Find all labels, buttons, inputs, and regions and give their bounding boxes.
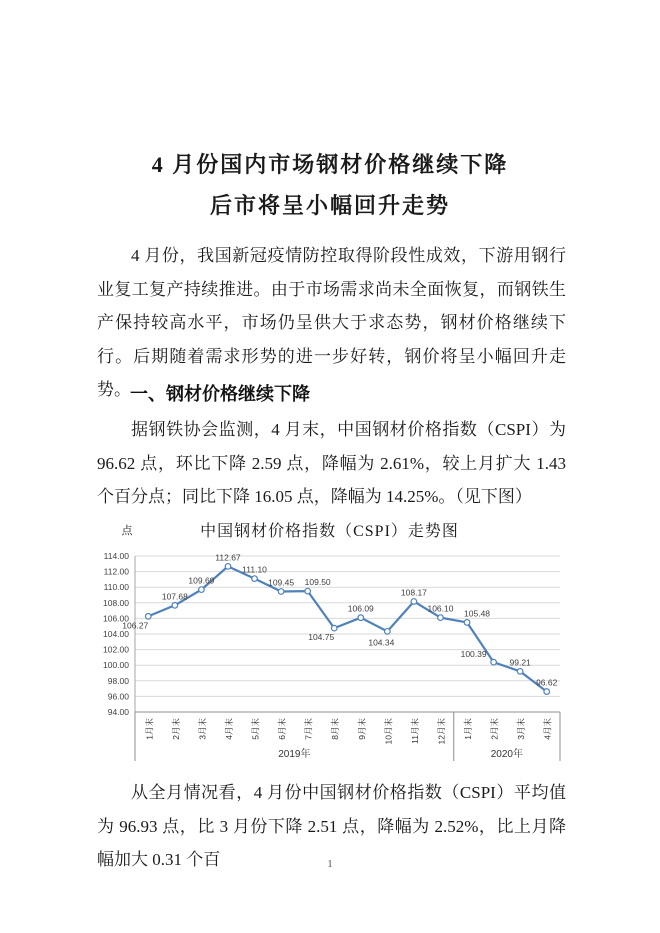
data-point-marker — [172, 602, 178, 608]
data-point-label: 96.62 — [536, 677, 558, 688]
x-month-label: 9月末 — [356, 718, 367, 740]
y-tick-label: 96.00 — [107, 691, 129, 702]
cspi-trend-chart-canvas — [95, 506, 567, 772]
y-tick-label: 104.00 — [103, 629, 129, 639]
data-point-label: 111.10 — [242, 564, 267, 575]
data-point-label: 100.39 — [460, 649, 487, 660]
y-tick-label: 110.00 — [103, 582, 129, 593]
y-tick-label: 106.00 — [103, 613, 129, 624]
paragraph-intro: 4 月份，我国新冠疫情防控取得阶段性成效，下游用钢行业复工复产持续推进。由于市场需求尚未全面恢复，而钢铁生产保持较高水平，市场仍呈供大于求态势，钢材价格继续下行。后期随着需求形势的进一步好转，钢价将呈小幅回升走势。 — [97, 246, 566, 400]
data-point-label: 106.27 — [122, 620, 149, 631]
data-point-marker — [305, 588, 311, 594]
data-point-marker — [411, 599, 417, 605]
x-month-label: 12月末 — [436, 718, 447, 745]
x-month-label: 4月末 — [223, 718, 234, 740]
cspi-trend-chart — [95, 506, 567, 772]
year-group-label: 2019年 — [278, 749, 311, 760]
x-month-label: 10月末 — [383, 718, 394, 745]
y-axis-unit-label: 点 — [121, 525, 133, 537]
data-point-marker — [145, 613, 151, 619]
x-month-label: 2月末 — [489, 718, 500, 740]
data-point-label: 106.10 — [427, 603, 454, 614]
section-heading: 一、钢材价格继续下降 — [130, 384, 310, 404]
data-point-marker — [331, 625, 337, 631]
paragraph-cspi-month-end: 据钢铁协会监测，4 月末，中国钢材价格指数（CSPI）为 96.62 点，环比下降 2.59 点，降幅为 2.61%，较上月扩大 1.43 个百分点；同比下降 16.05 点，降幅为 14.25%。（见下图） — [97, 420, 566, 507]
data-point-marker — [517, 669, 523, 675]
data-point-label: 105.48 — [464, 608, 491, 619]
data-point-marker — [358, 615, 364, 621]
page-number: 1 — [327, 858, 333, 870]
data-point-label: 109.50 — [304, 577, 331, 588]
y-tick-label: 114.00 — [103, 551, 129, 561]
x-month-label: 3月末 — [197, 718, 208, 740]
data-point-marker — [385, 629, 391, 635]
data-point-label: 104.75 — [308, 632, 335, 643]
data-point-label: 109.45 — [268, 577, 295, 588]
x-month-label: 4月末 — [542, 718, 553, 740]
data-point-marker — [199, 587, 205, 593]
data-point-label: 106.09 — [347, 603, 374, 614]
x-month-label: 8月末 — [330, 718, 341, 740]
x-month-label: 2月末 — [170, 718, 181, 740]
paragraph-monthly-average: 从全月情况看，4 月份中国钢材价格指数（CSPI）平均值为 96.93 点，比 3 月份下降 2.51 点，降幅为 2.52%，比上月降幅加大 0.31 个百 — [97, 783, 566, 870]
y-tick-label: 98.00 — [107, 675, 129, 686]
x-month-label: 5月末 — [250, 718, 261, 740]
data-point-label: 109.69 — [188, 575, 215, 586]
data-point-label: 108.17 — [400, 587, 427, 598]
y-tick-label: 100.00 — [103, 660, 129, 671]
x-month-label: 3月末 — [516, 718, 527, 740]
y-tick-label: 108.00 — [103, 597, 129, 608]
data-point-label: 99.21 — [509, 657, 531, 668]
year-group-label: 2020年 — [490, 749, 523, 760]
data-point-marker — [225, 564, 231, 570]
y-tick-label: 112.00 — [103, 566, 129, 577]
data-point-marker — [438, 615, 444, 621]
data-point-label: 107.68 — [161, 591, 188, 602]
data-point-marker — [544, 689, 550, 695]
y-tick-label: 94.00 — [107, 707, 129, 717]
doc-title-line-1: 4 月份国内市场钢材价格继续下降 — [151, 152, 509, 177]
data-point-marker — [464, 620, 470, 626]
x-month-label: 1月末 — [144, 718, 155, 740]
data-point-marker — [278, 589, 284, 595]
data-point-label: 104.34 — [368, 637, 395, 648]
x-month-label: 6月末 — [277, 718, 288, 740]
y-tick-label: 102.00 — [103, 644, 129, 655]
data-point-label: 112.67 — [215, 552, 241, 563]
chart-title: 中国钢材价格指数（CSPI）走势图 — [200, 523, 459, 540]
data-point-marker — [491, 659, 497, 665]
x-month-label: 7月末 — [303, 718, 314, 740]
x-month-label: 1月末 — [463, 718, 474, 740]
data-point-marker — [252, 576, 258, 582]
x-month-label: 11月末 — [409, 718, 420, 744]
doc-title — [0, 144, 660, 226]
doc-title-line-2: 后市将呈小幅回升走势 — [209, 193, 450, 218]
